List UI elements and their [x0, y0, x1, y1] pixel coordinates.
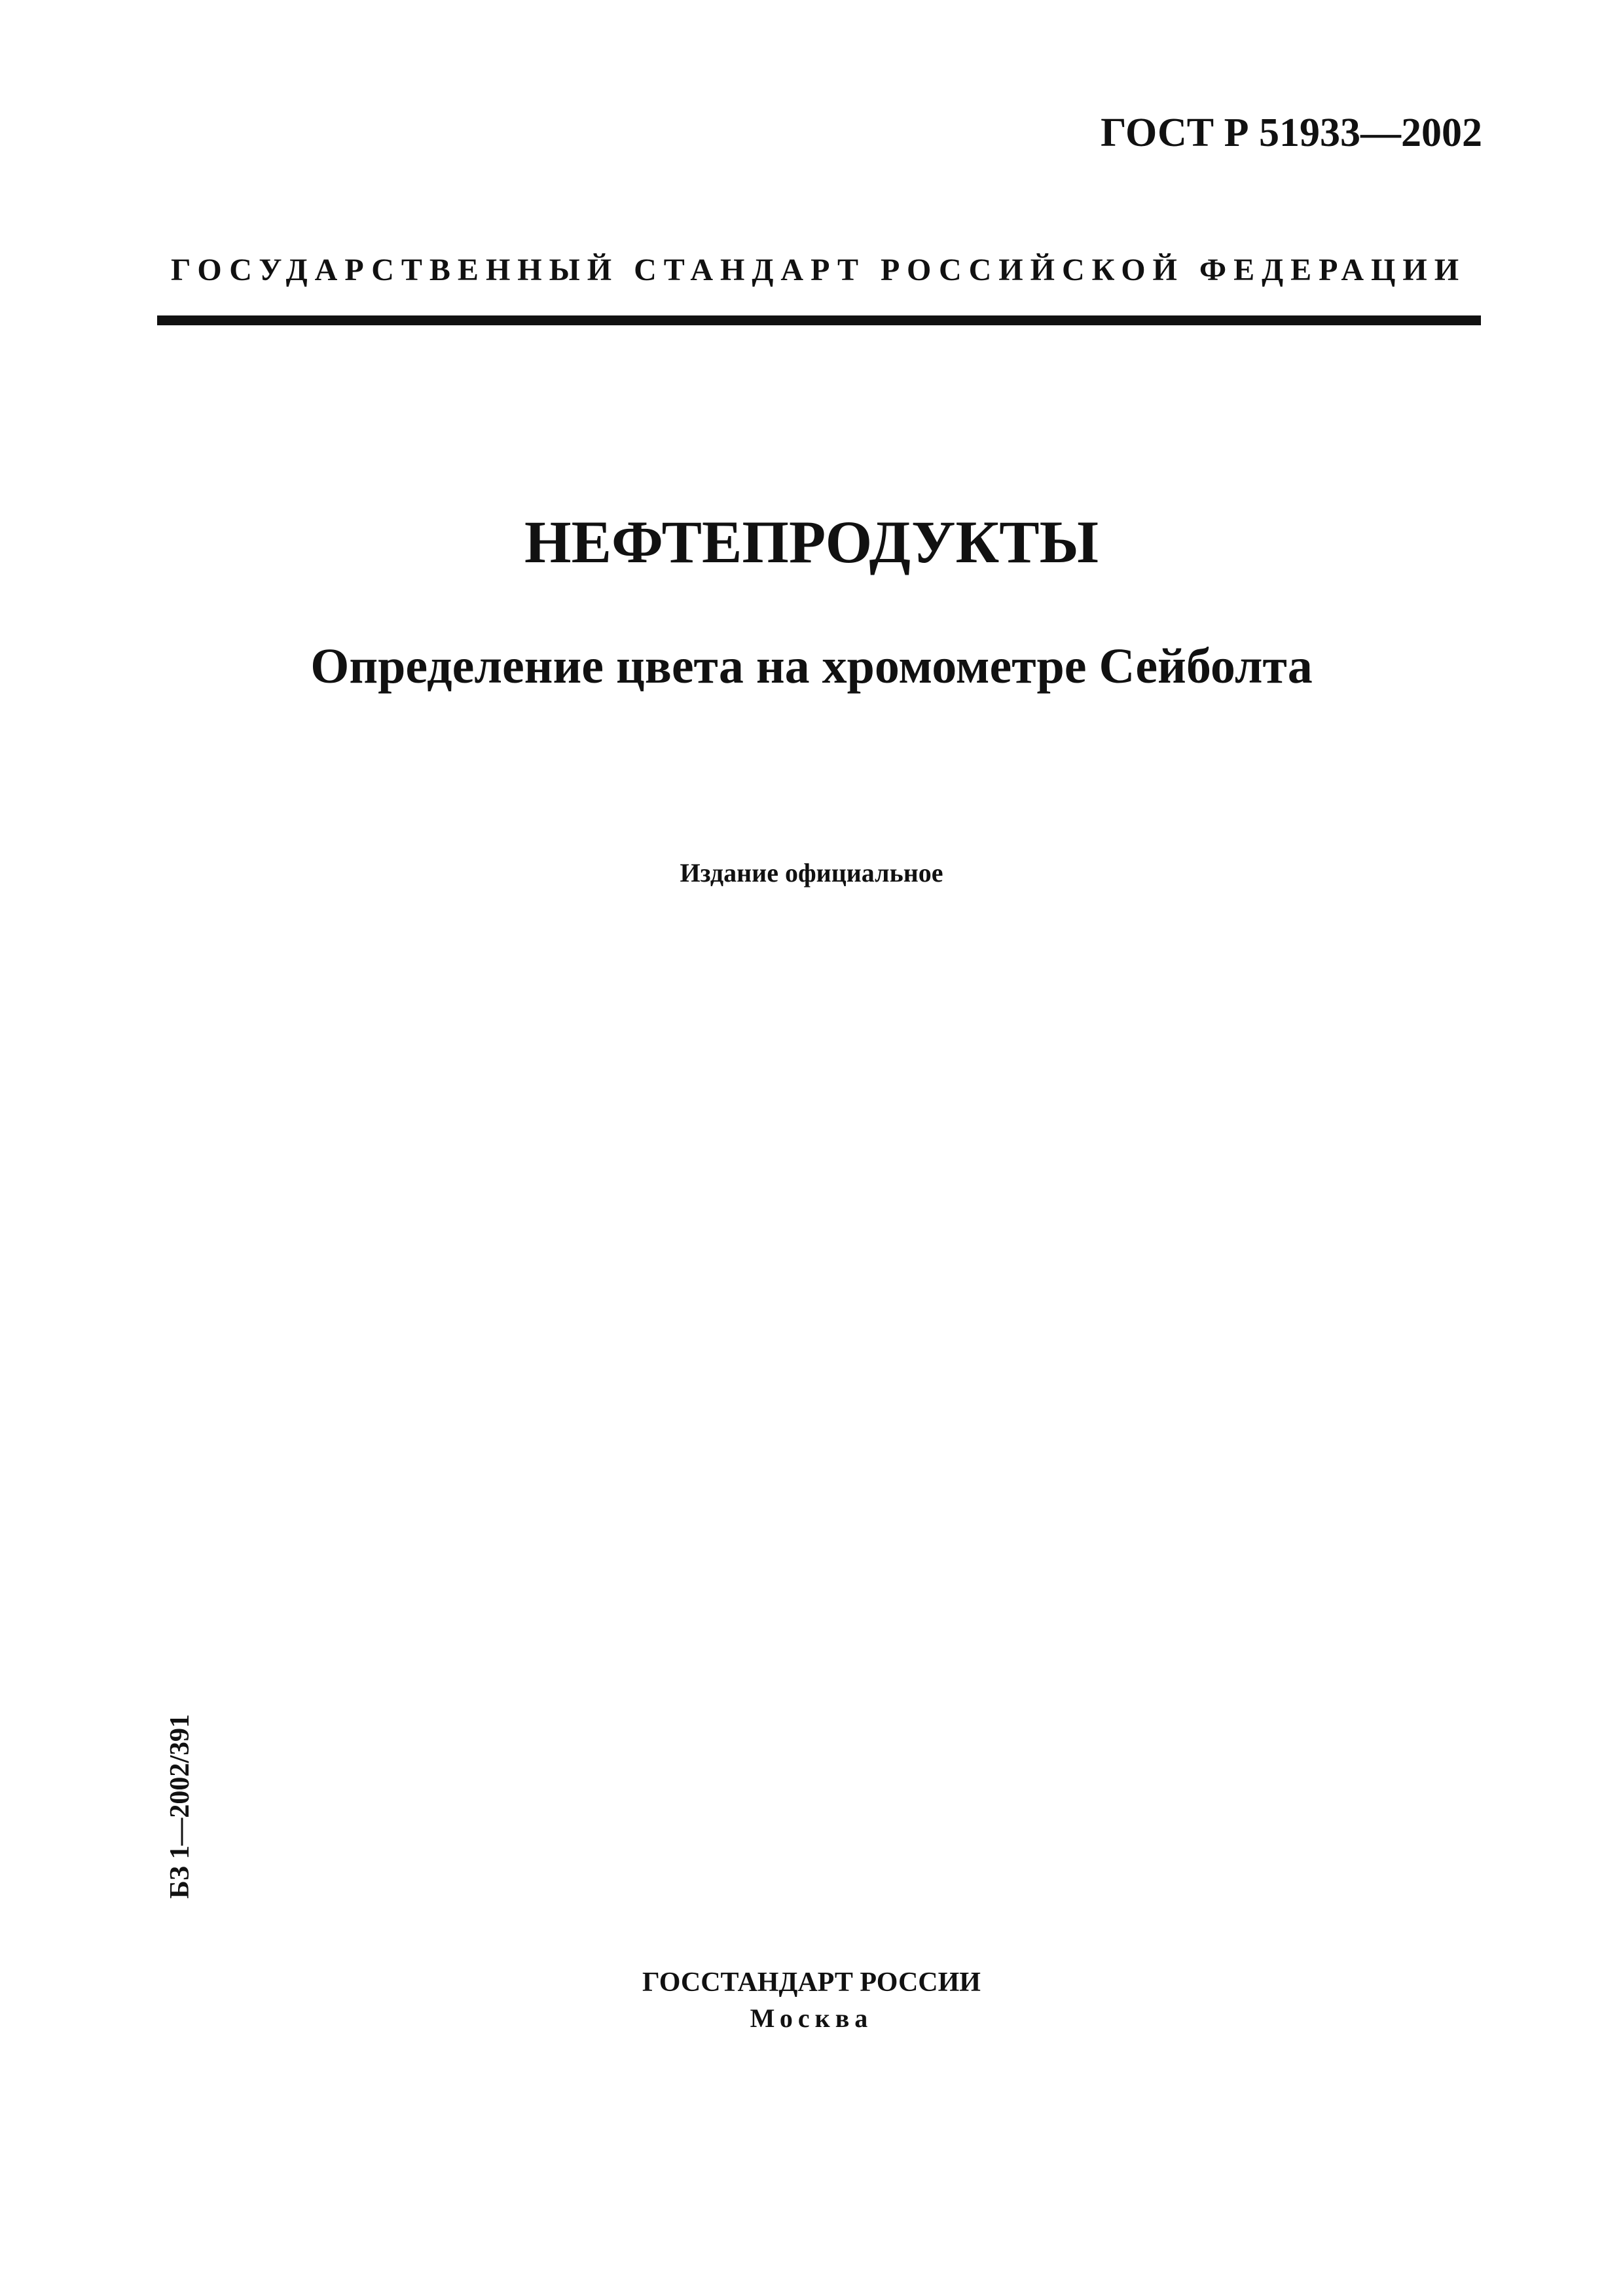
standard-number: ГОСТ Р 51933—2002 [1101, 111, 1482, 155]
edition-note: Издание официальное [680, 858, 943, 888]
side-code-text: БЗ 1—2002/391 [165, 1713, 195, 1899]
document-title: НЕФТЕПРОДУКТЫ [524, 509, 1099, 575]
document-subtitle: Определение цвета на хромометре Сейболта [310, 639, 1313, 694]
publisher-city: Москва [750, 2003, 873, 2033]
state-standard-heading: ГОСУДАРСТВЕННЫЙ СТАНДАРТ РОССИЙСКОЙ ФЕДЕРАЦИИ [170, 253, 1467, 287]
header-divider [157, 315, 1481, 325]
publisher-name: ГОССТАНДАРТ РОССИИ [642, 1967, 981, 1998]
